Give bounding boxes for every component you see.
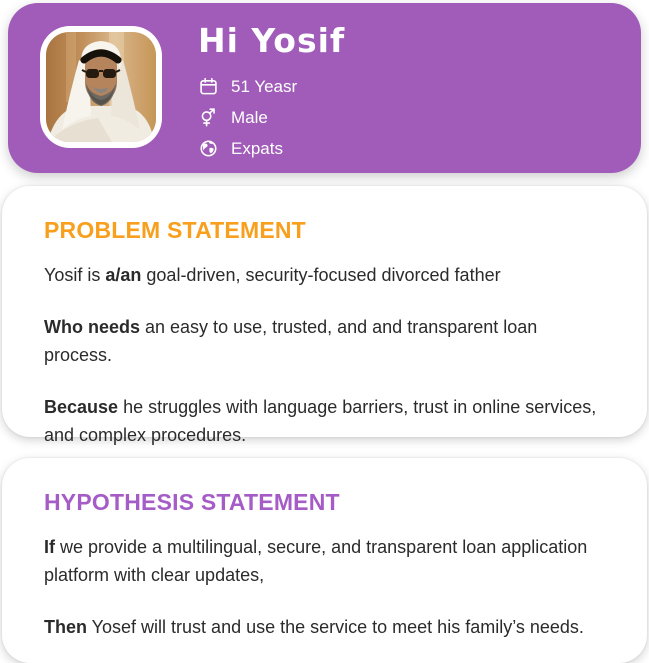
hypothesis-statement-card: [2, 458, 647, 663]
persona-header-card: [8, 3, 641, 173]
problem-statement-body: [44, 261, 625, 449]
statement-paragraph: Who needs an easy to use, trusted, and and transparent loan process.: [44, 317, 538, 365]
statement-paragraph: Yosif is a/an goal-driven, security-focused divorced father: [44, 265, 501, 285]
gender-row: [198, 102, 345, 133]
statement-paragraph: Then Yosef will trust and use the service to meet his family’s needs.: [44, 617, 584, 637]
statement-paragraph: If we provide a multilingual, secure, and transparent loan application platform with clear updates,: [44, 537, 588, 585]
gender-icon: [198, 108, 218, 128]
persona-title: Hi Yosif: [198, 21, 346, 60]
gender-label: Male: [231, 107, 268, 127]
persona-photo-illustration: [46, 32, 156, 142]
problem-statement-heading: PROBLEM STATEMENT: [44, 217, 306, 243]
hypothesis-statement-body: [44, 533, 625, 641]
residency-row: [198, 133, 345, 164]
age-row: [198, 71, 345, 102]
statement-paragraph: Because he struggles with language barriers, trust in online services, and complex procedures.: [44, 397, 597, 445]
calendar-icon: [198, 77, 218, 97]
hypothesis-statement-heading: HYPOTHESIS STATEMENT: [44, 489, 340, 515]
problem-statement-card: [2, 186, 647, 445]
residency-label: Expats: [231, 138, 283, 158]
persona-header-text: [198, 23, 345, 164]
age-label: 51 Yeasr: [231, 76, 298, 96]
avatar: [40, 26, 162, 148]
globe-icon: [198, 139, 218, 159]
